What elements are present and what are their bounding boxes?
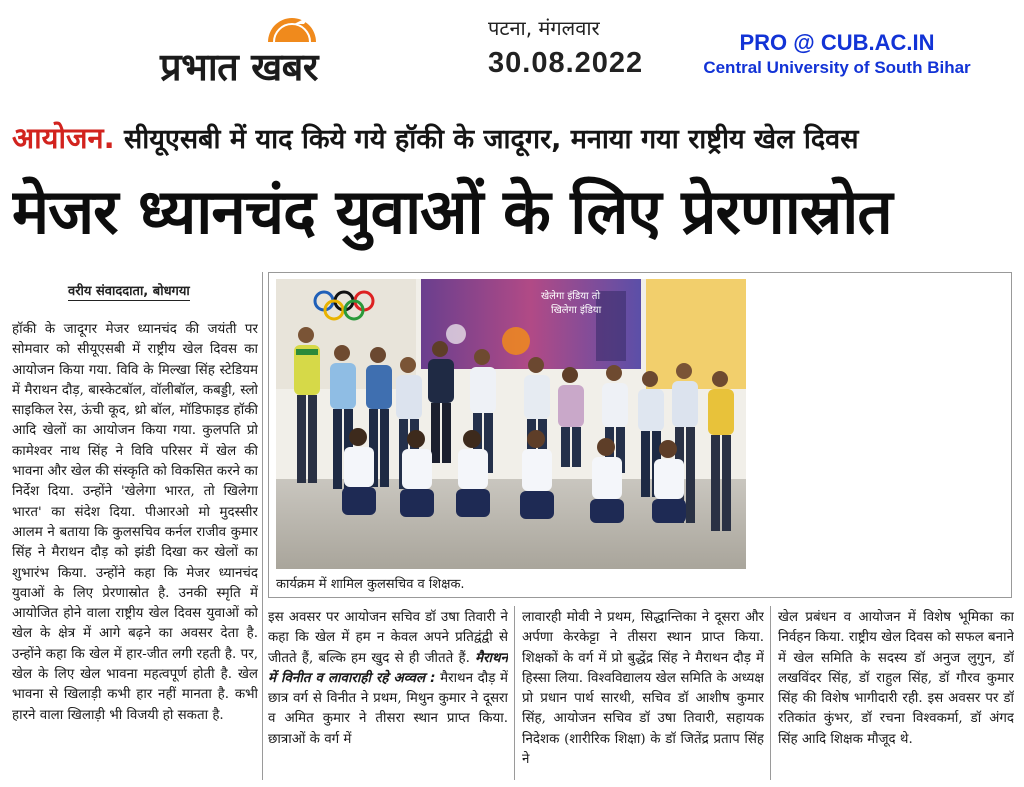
- kicker-separator: .: [103, 121, 115, 155]
- article-column-1: हॉकी के जादूगर मेजर ध्यानचंद की जयंती पर सोमवार को सीयूएसबी में राष्ट्रीय खेल दिवस का आयोजन किया गया. विवि के मिल्खा सिंह स्टेडियम में मैराथन दौड़, बास्केटबॉल, वॉलीबॉल, कबड्डी, स्लो साइकिल रेस, ऊंची कूद, थ्रो बॉल, मॉडिफाइड हॉकी आदि खेलों का आयोजन किया गया. कुलपति प्रो कामेश्वर नाथ सिंह ने विवि परिसर में खेल की भावना और खेल की संस्कृति को विकसित करने का निर्देश दिया. उन्होंने 'खेलेगा भारत, तो खिलेगा भारत' का संदेश दिया. पीआरओ मो मुदस्सीर आलम ने बताया कि कुलसचिव कर्नल राजीव कुमार सिंह ने मैराथन दौड़ को झंडी दिखा कर खेलों का शुभारंभ किया. उन्होंने कहा कि मेजर ध्यानचंद युवाओं के लिए प्रेरणास्रोत है. उनकी स्मृति में आयोजित होने वाला राष्ट्रीय खेल दिवस युवाओं को खेल के क्षेत्र में आगे बढ़ने का अवसर देता है. उन्होंने कहा कि खेल में हार-जीत लगी रहती है. पर, खेल के लिए खेल भावना महत्वपूर्ण होती है. खेल भावना से खिलाड़ी कभी हार नहीं मानता है. कभी हारने वाला खिलाड़ी भी विजयी हो सकता है.: [12, 322, 258, 723]
- column-divider: [262, 272, 263, 780]
- dateline: [488, 14, 644, 80]
- main-headline: मेजर ध्यानचंद युवाओं के लिए प्रेरणास्रोत: [12, 175, 892, 248]
- masthead: [0, 0, 1024, 108]
- pro-credit: [662, 30, 1012, 78]
- article-column-3: लावारही मोवी ने प्रथम, सिद्धान्तिका ने दूसरा और अर्पणा केरकेट्टा ने तीसरा स्थान प्राप्त किया. शिक्षकों के वर्ग में प्रो बुद्धेंद्र सिंह ने मैराथन दौड़ में हिस्सा लिया. विश्वविद्यालय खेल समिति के अध्यक्ष प्रो प्रधान पार्थ सारथी, सचिव डॉ आशीष कुमार सिंह, आयोजन सचिव डॉ उषा तिवारी, सहायक निदेशक (शारीरिक शिक्षा) के डॉ जितेंद्र प्रताप सिंह ने: [522, 610, 764, 768]
- group-photo-illustration: [276, 279, 746, 569]
- article-column-2: [268, 608, 508, 780]
- column-divider: [770, 606, 771, 780]
- column-2-intro: इस अवसर पर आयोजन सचिव डॉ उषा तिवारी ने कहा कि खेल में हम न केवल अपने प्रतिद्वंद्वी से जीतते हैं, बल्कि हम खुद से ही जीतते हैं.: [268, 610, 508, 666]
- university-name: Central University of South Bihar: [703, 58, 971, 77]
- article-column-4: खेल प्रबंधन व आयोजन में विशेष भूमिका का निर्वहन किया. राष्ट्रीय खेल दिवस को सफल बनाने में खेल समिति के सदस्य डॉ अनुज लुगुन, डॉ लखविंदर सिंह, डॉ राहुल सिंह, डॉ गौरव कुमार सिंह की विशेष भागीदारी रही. इस अवसर पर डॉ रतिकांत कुंभर, डॉ रचना विश्वकर्मा, डॉ अंगद सिंह आदि शिक्षक मौजूद थे.: [778, 610, 1014, 747]
- headline-kicker-row: [12, 118, 1012, 162]
- kicker-label: आयोजन: [12, 121, 104, 155]
- banner-text-line1: खेलेगा इंडिया तो: [541, 291, 601, 302]
- sub-headline: सीयूएसबी में याद किये गये हॉकी के जादूगर, मनाया गया राष्ट्रीय खेल दिवस: [114, 124, 859, 155]
- issue-date: 30.08.2022: [488, 47, 644, 79]
- photo-caption: कार्यक्रम में शामिल कुलसचिव व शिक्षक.: [276, 577, 465, 592]
- byline: वरीय संवाददाता, बोधगया: [68, 281, 190, 301]
- pro-email: PRO @ CUB.AC.IN: [739, 30, 935, 55]
- marathon-subheading: मैराथन में विनीत व लावाराही रहे अव्वल :: [268, 650, 508, 686]
- column-2-body: मैराथन दौड़ में छात्र वर्ग से विनीत ने प्रथम, मिथुन कुमार ने दूसरा व अमित कुमार ने तीसरा स्थान प्राप्त किया. छात्राओं के वर्ग में: [268, 670, 508, 747]
- prabhat-khabar-logo: [160, 14, 415, 89]
- group-photo: [276, 279, 746, 569]
- place-day: पटना, मंगलवार: [488, 16, 600, 40]
- column-divider: [514, 606, 515, 780]
- logo-text: प्रभात खबर: [160, 45, 318, 89]
- banner-text-line2: खिलेगा इंडिया: [551, 305, 602, 316]
